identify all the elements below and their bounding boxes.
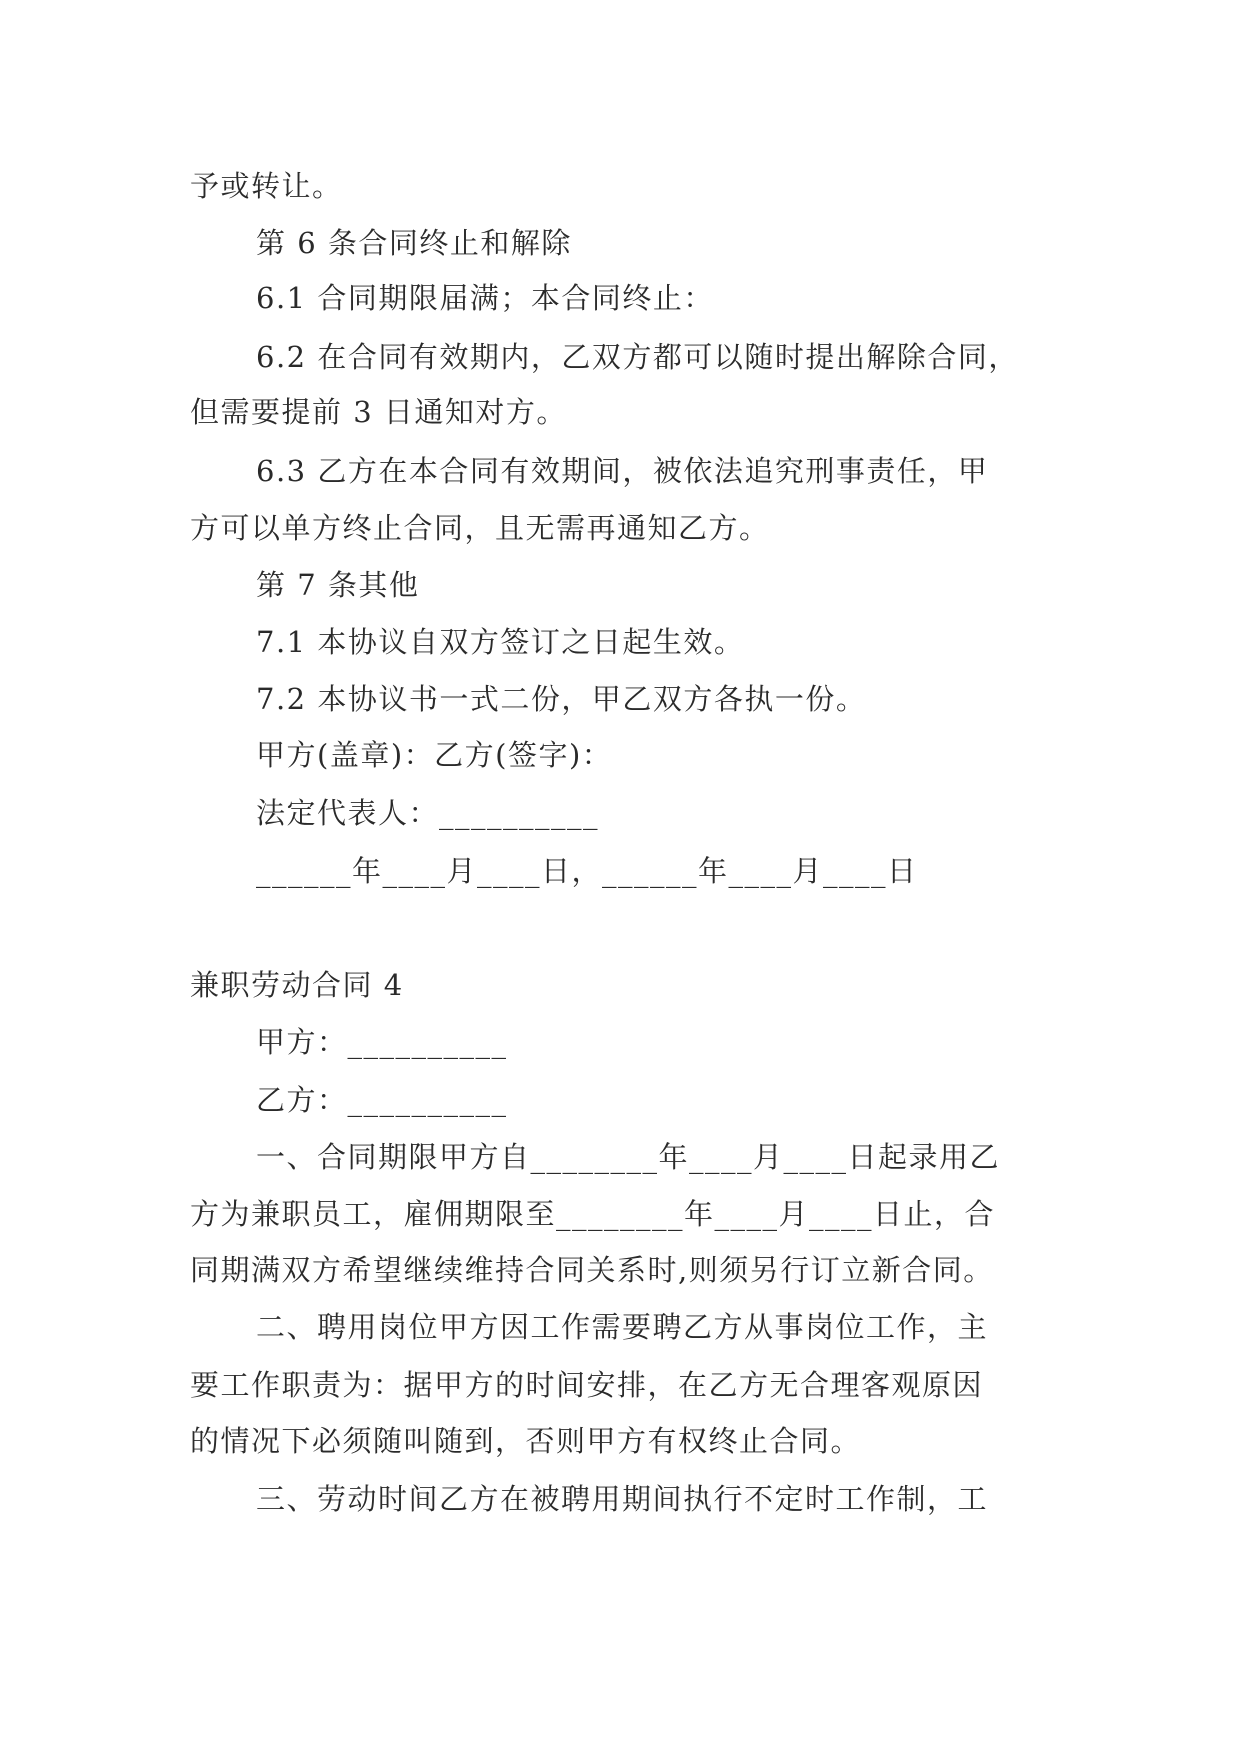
text-line: 方可以单方终止合同，且无需再通知乙方。 <box>190 511 770 545</box>
representative-line: 法定代表人：__________ <box>256 796 600 830</box>
clause-line: 6.3 乙方在本合同有效期间，被依法追究刑事责任，甲 <box>256 454 989 488</box>
clause-line: 7.2 本协议书一式二份，甲乙双方各执一份。 <box>256 682 867 716</box>
clause-line: 6.2 在合同有效期内，乙双方都可以随时提出解除合同， <box>256 340 1019 374</box>
party-b-line: 乙方：__________ <box>256 1083 508 1117</box>
document-title: 兼职劳动合同 4 <box>190 968 404 1002</box>
clause-line: 二、聘用岗位甲方因工作需要聘乙方从事岗位工作，主 <box>256 1310 989 1344</box>
clause-line: 一、合同期限甲方自________年____月____日起录用乙 <box>256 1140 1001 1174</box>
text-line: 的情况下必须随叫随到，否则甲方有权终止合同。 <box>190 1424 862 1458</box>
clause-line: 7.1 本协议自双方签订之日起生效。 <box>256 625 745 659</box>
party-a-line: 甲方：__________ <box>256 1025 508 1059</box>
section-heading: 第 7 条其他 <box>256 568 420 602</box>
clause-line: 三、劳动时间乙方在被聘用期间执行不定时工作制，工 <box>256 1482 989 1516</box>
clause-line: 6.1 合同期限届满；本合同终止： <box>256 281 714 315</box>
text-line: 方为兼职员工，雇佣期限至________年____月____日止，合 <box>190 1197 996 1231</box>
text-line: 但需要提前 3 日通知对方。 <box>190 395 567 429</box>
date-line: ______年____月____日，______年____月____日 <box>256 854 918 888</box>
section-heading: 第 6 条合同终止和解除 <box>256 226 572 260</box>
text-line: 同期满双方希望继续维持合同关系时,则须另行订立新合同。 <box>190 1253 994 1287</box>
text-line: 予或转让。 <box>190 169 343 203</box>
text-line: 要工作职责为：据甲方的时间安排，在乙方无合理客观原因 <box>190 1368 984 1402</box>
signature-line: 甲方(盖章)：乙方(签字)： <box>256 738 613 772</box>
